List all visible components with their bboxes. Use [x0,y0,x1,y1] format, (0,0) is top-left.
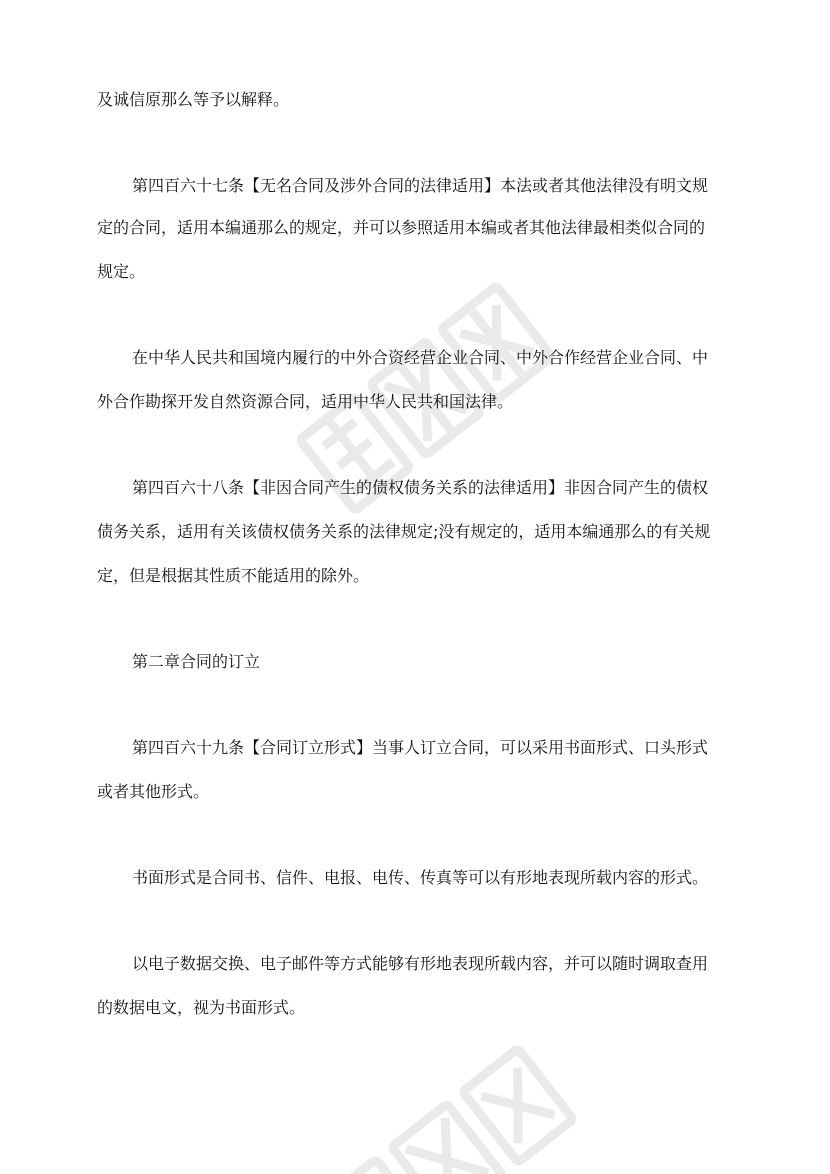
chapter-heading: 第二章合同的订立 [132,652,261,671]
paragraph-line: 定的合同，适用本编通那么的规定，并可以参照适用本编或者其他法律最相类似合同的 [97,218,706,237]
article-467-heading-line: 第四百六十七条【无名合同及涉外合同的法律适用】本法或者其他法律没有明文规 [132,176,709,195]
paragraph-line: 及诚信原那么等予以解释。 [97,90,290,109]
watermark-logo-bottom [280,1040,600,1174]
paragraph-line: 以电子数据交换、电子邮件等方式能够有形地表现所载内容，并可以随时调取查用 [132,954,709,973]
paragraph-line: 的数据电文，视为书面形式。 [97,998,306,1017]
article-469-heading-line: 第四百六十九条【合同订立形式】当事人订立合同，可以采用书面形式、口头形式 [132,738,709,757]
paragraph-line: 在中华人民共和国境内履行的中外合资经营企业合同、中外合作经营企业合同、中 [132,348,709,367]
article-468-heading-line: 第四百六十八条【非因合同产生的债权债务关系的法律适用】非因合同产生的债权 [132,478,709,497]
paragraph-line: 规定。 [97,262,146,281]
paragraph-line: 书面形式是合同书、信件、电报、电传、传真等可以有形地表现所载内容的形式。 [132,868,709,887]
paragraph-line: 定，但是根据其性质不能适用的除外。 [97,566,370,585]
paragraph-line: 外合作勘探开发自然资源合同，适用中华人民共和国法律。 [97,392,514,411]
paragraph-line: 债务关系，适用有关该债权债务关系的法律规定;没有规定的，适用本编通那么的有关规 [97,522,711,541]
paragraph-line: 或者其他形式。 [97,782,210,801]
